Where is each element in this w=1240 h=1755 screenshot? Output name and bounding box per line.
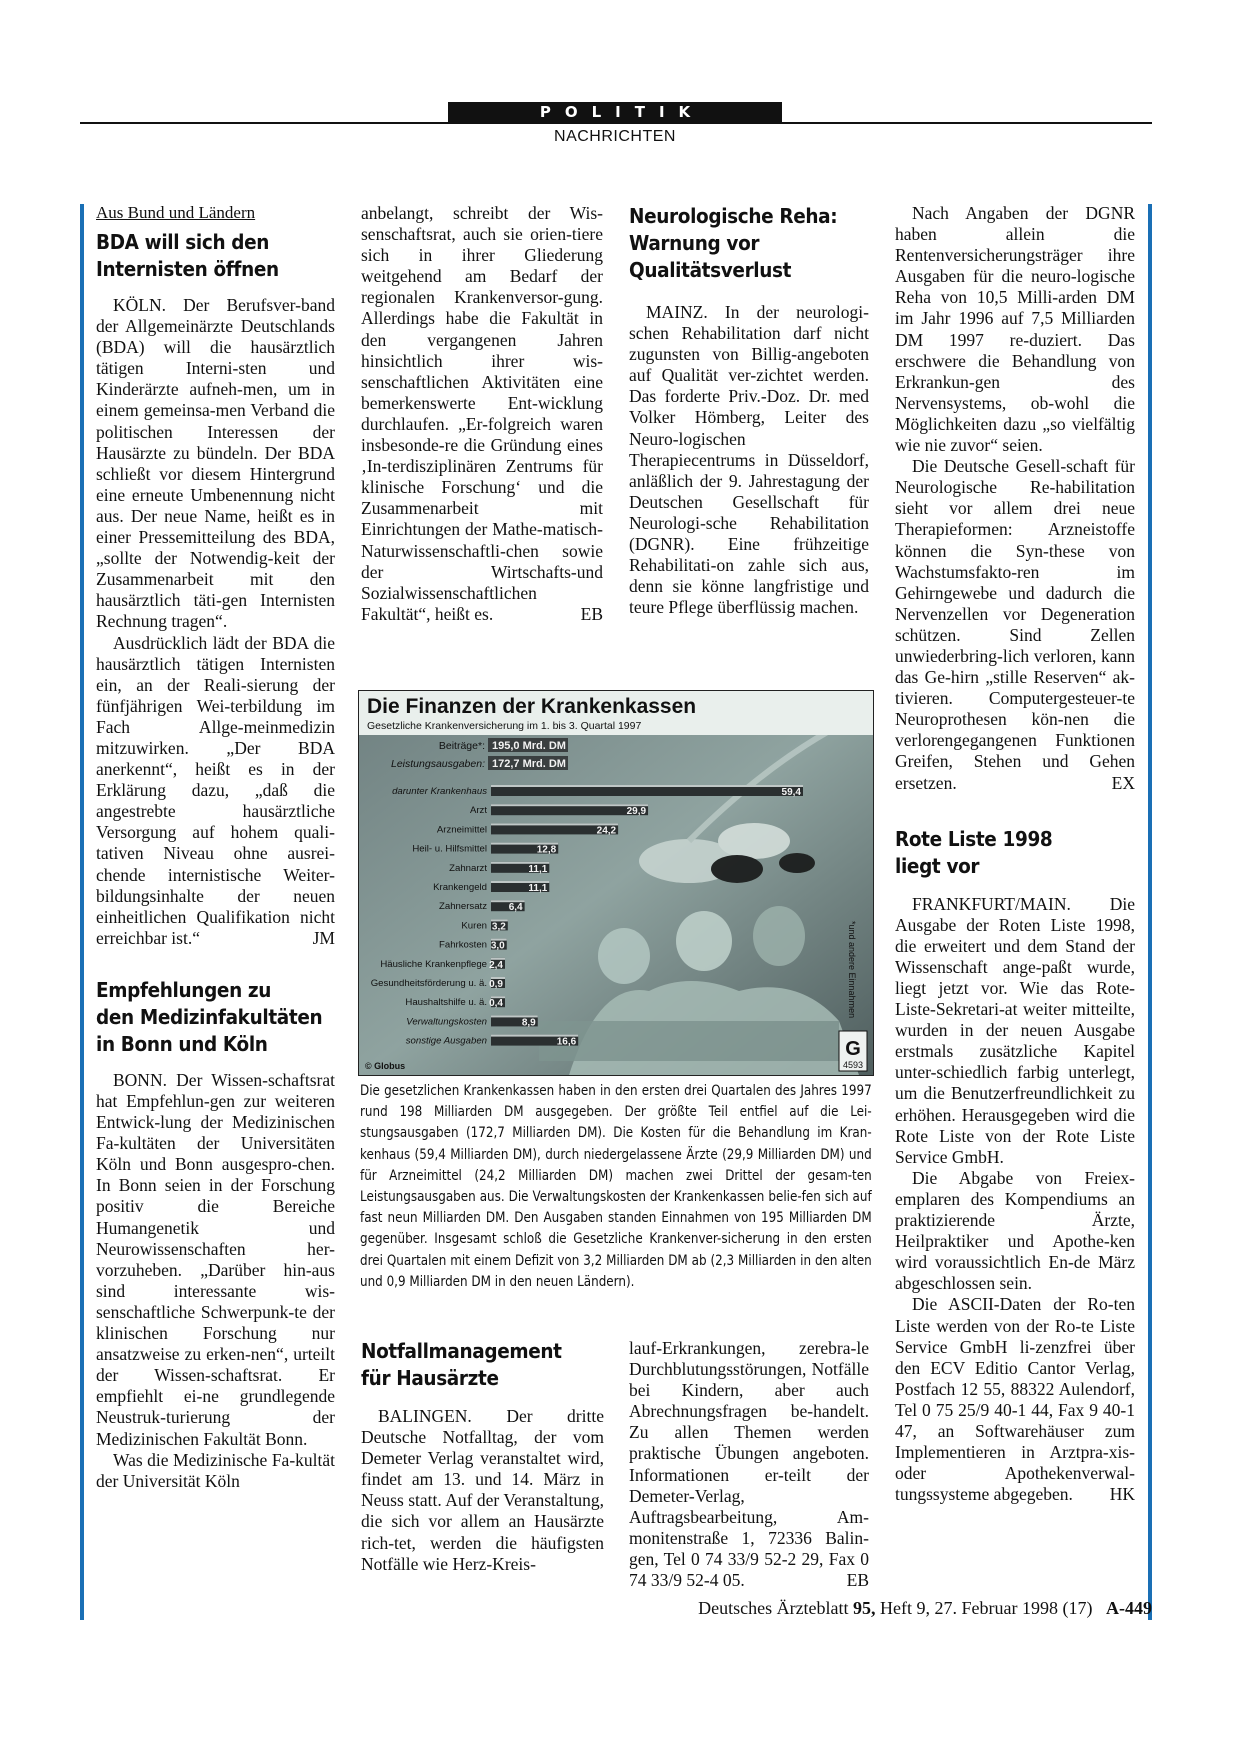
bar-value-label: 0,4 <box>489 998 503 1010</box>
paragraph-text: Die Deutsche Gesell-schaft für Neurologische Re-habilitation sieht vor allem drei neue Therapieformen: Arzneistoffe können die Syn-these von Wachstumsfakto-ren im Gehirngewebe und dadurch die Nervenzellen vor Degeneration schützen. Sind Zellen unwiederbring-lich verloren, kann das Ge-hirn „stille Reserven“ ak-tivieren. Computergesteuer-te Neuroprothesen kön-nen die verlorengegangenen Funktionen Greifen, Stehen und Gehen ersetzen. <box>895 456 1135 793</box>
headline-neuro-reha <box>629 203 845 284</box>
chart-code: 4593 <box>842 1060 864 1070</box>
summary-label: Beiträge*: <box>438 740 485 752</box>
article-paragraph: Die Abgabe von Freiex-emplaren des Kompendiums an praktizierende Ärzte, Heilpraktiker und Apothe-ken wird voraussichtlich En-de März abgeschlossen sein. <box>895 1167 1135 1294</box>
bar-value-label: 2,4 <box>489 959 503 971</box>
bar-category-label: Fahrkosten <box>439 939 487 951</box>
bar-highlight <box>491 785 803 787</box>
headline-line: Qualitätsverlust <box>629 258 792 282</box>
article-paragraph <box>629 1338 869 1591</box>
bar-category-label: Haushaltshilfe u. ä. <box>405 997 487 1009</box>
bar-value-label: 11,1 <box>528 863 548 875</box>
article-paragraph <box>361 203 603 625</box>
article-paragraph: BALINGEN. Der dritte Deutsche Notfalltag, der vom Demeter Verlag veranstaltet wird, findet am 13. und 14. März in Neuss statt. Auf der Veranstaltung, die sich vor allem an Hausärzte rich-tet, werden die häufigsten Notfälle wie Herz-Kreis- <box>361 1406 604 1574</box>
section-label: POLITIK <box>448 102 782 123</box>
headline-notfall <box>361 1338 580 1392</box>
article-paragraph: BONN. Der Wissen-schaftsrat hat Empfehlun-gen zur weiteren Entwick-lung der Medizinischen Fa-kultäten der Universitäten Köln und Bonn ausgespro-chen. In Bonn seien in der Forschung positiv die Bereiche Humangenetik und Neurowissenschaften her-vorzuheben. „Darüber hin-aus sind interessante wis-senschaftliche Schwerpunk-te der klinischen Forschung nur ansatzweise zu erken-nen“, urteilt der Wissen-schaftsrat. Er empfiehlt ei-ne grundlegende Neustruk-turierung der Medizinischen Fakultät Bonn. <box>96 1069 335 1449</box>
author-initials: JM <box>312 927 335 948</box>
bar-value-label: 16,6 <box>556 1036 577 1048</box>
chart-svg <box>359 691 873 1075</box>
column-4 <box>895 203 1135 1505</box>
bar-category-label: Arzneimittel <box>436 824 487 836</box>
summary-value: 195,0 Mrd. DM <box>492 740 566 752</box>
page-number: A-449 <box>1106 1598 1152 1618</box>
article-paragraph: MAINZ. In der neurologi-schen Rehabilitation darf nicht zugunsten von Billig-angeboten auf Qualität ver-zichtet werden. Das forderte Priv.-Doz. Dr. med Volker Hömberg, Leiter des Neuro-logischen Therapiecentrums in Düsseldorf, anläßlich der 9. Jahrestagung der Deutschen Gesellschaft für Neurologi-sche Rehabilitation (DGNR). Eine frühzeitige Rehabilitati-on zahle sich aus, denn sie könne langfristige und teure Pflege überflüssig machen. <box>629 302 869 618</box>
headline-line: in Bonn und Köln <box>96 1031 268 1056</box>
bar-value-label: 29,9 <box>626 806 647 818</box>
bar-category-label: sonstige Ausgaben <box>405 1035 487 1047</box>
globus-logo: G <box>845 1038 861 1060</box>
bar-category-label: Heil- u. Hilfsmittel <box>412 843 487 855</box>
column-1 <box>96 203 335 1492</box>
bar-value-label: 0,9 <box>489 979 503 990</box>
bar-value-label: 6,4 <box>508 902 523 914</box>
notfall-left-column <box>361 1338 604 1575</box>
bar-category-label: Zahnarzt <box>449 862 487 874</box>
article-paragraph: Was die Medizinische Fa-kultät der Universität Köln <box>96 1449 335 1491</box>
headline-line: Warnung vor <box>629 231 760 255</box>
chart-source: © Globus <box>365 1061 406 1071</box>
headline-rote-liste <box>895 826 1111 880</box>
chart-krankenkassen <box>358 690 874 1076</box>
headline-line: Notfallmanagement <box>361 1339 562 1363</box>
author-initials: HK <box>1109 1484 1135 1505</box>
summary-label: Leistungsausgaben: <box>391 758 485 770</box>
article-paragraph <box>96 633 335 949</box>
subsection-label: NACHRICHTEN <box>554 128 676 145</box>
bar-category-label: Arzt <box>469 805 487 817</box>
headline-line: Empfehlungen zu <box>96 977 272 1002</box>
bar-value-label: 24,2 <box>596 825 617 837</box>
bar-value-label: 12,8 <box>536 844 557 856</box>
summary-value: 172,7 Mrd. DM <box>492 758 566 770</box>
notfall-right-column <box>629 1338 869 1591</box>
paragraph-text: Die ASCII-Daten der Ro-ten Liste werden von der Ro-te Liste Service GmbH li-zenzfrei über den ECV Editio Cantor Verlag, Postfach 12 55, 88322 Aulendorf, Tel 0 75 25/9 40-1 44, Fax 9 40-1 47, an Softwarehäuser zum Implementieren in Arztpra-xis- oder Apothekenverwal-tungssysteme abgegeben. <box>895 1294 1135 1505</box>
right-margin-bar <box>1148 204 1152 1620</box>
headline-line: den Medizinfakultäten <box>96 1004 323 1029</box>
paragraph-text: lauf-Erkrankungen, zerebra-le Durchblutungsstörungen, Notfälle bei Kindern, aber auch Abrechnungsfragen be-handelt. Zu allen Themen werden praktische Übungen angeboten. Informationen er-teilt der Demeter-Verlag, Auftragsbearbeitung, Am-monitenstraße 1, 72336 Balin-gen, Tel 0 74 33/9 52-2 29, Fax 0 74 33/9 52-4 05. <box>629 1338 869 1591</box>
headline-bda <box>96 229 311 283</box>
headline-line: liegt vor <box>895 853 980 878</box>
headline-medizinfakultaeten <box>96 977 323 1058</box>
bar-value-label: 3,2 <box>491 921 506 933</box>
bar-category-label: Kuren <box>461 920 487 932</box>
article-paragraph: Nach Angaben der DGNR haben allein die Rentenversicherungsträger ihre Ausgaben für die neuro-logische Reha von 10,5 Milli-arden DM im Jahr 1996 auf 7,5 Milliarden DM 1997 re-duziert. Das erschwere die Behandlung von Erkrankun-gen des Nervensystems, ob-wohl die Möglichkeiten dazu „so vielfältig wie nie zuvor“ seien. <box>895 203 1135 456</box>
column-2 <box>361 203 603 625</box>
author-initials: EB <box>846 1570 869 1591</box>
bar-highlight <box>491 804 648 806</box>
article-paragraph: FRANKFURT/MAIN. Die Ausgabe der Roten Liste 1998, die erweitert und dem Stand der Wissenschaft ange-paßt wurde, liegt jetzt vor. Wie das Rote-Liste-Sekretari-at weiter mitteilte, wurden in der neuen Ausgabe erstmals zusätzliche Kapitel unter-schiedlich farbig unterlegt, um die Benutzerfreundlichkeit zu erhöhen. Herausgegeben wird die Rote Liste von der Rote Liste Service GmbH. <box>895 893 1135 1167</box>
paragraph-text: Ausdrücklich lädt der BDA die hausärztlich tätigen Internisten ein, an der Reali-sierung der fünfjährigen Wei-terbildung im Fach Allge-meinmedizin mitzuwirken. „Der BDA anerkennt“, heißt es in der Erklärung dazu, „daß die angestrebte hausärztliche Versorgung auf hohem quali-tativen Niveau ohne ausrei-chende internistische Weiter-bildungsinhalte der neuen einheitlichen Qualifikation nicht erreichbar ist.“ <box>96 632 335 948</box>
chart-side-note: *und andere Einnahmen <box>847 921 857 1019</box>
paragraph-text: anbelangt, schreibt der Wis-senschaftsrat, auch sie orien-tiere sich in ihrer Gliederung weitgehend am Bedarf der regionalen Krankenversor-gung. Allerdings habe die Fakultät in den vergangenen Jahren hinsichtlich ihrer wis-senschaftlichen Aktivitäten eine bemerkenswerte Ent-wicklung durchlaufen. „Er-folgreich waren insbesonde-re die Gründung eines ‚In-terdisziplinären Zentrums für klinische Forschung‘ und die Zusammenarbeit mit Einrichtungen der Mathe-matisch-Naturwissenschaftli-chen sowie der Wirtschafts-und Sozialwissenschaftlichen Fakultät“, heißt es. <box>361 203 603 624</box>
bar-value-label: 8,9 <box>521 1017 536 1029</box>
left-margin-bar <box>80 204 84 1620</box>
bar-category-label: Zahnersatz <box>439 901 487 913</box>
bar-category-label: darunter Krankenhaus <box>392 786 487 797</box>
column-3 <box>629 203 869 618</box>
author-initials: EX <box>1111 772 1135 793</box>
header-rule <box>80 122 1152 124</box>
kicker: Aus Bund und Ländern <box>96 203 256 222</box>
journal-issue: Heft 9, 27. Februar 1998 (17) <box>880 1598 1093 1618</box>
headline-line: Neurologische Reha: <box>629 204 838 228</box>
page-footer <box>608 1598 1152 1619</box>
bar-category-label: Gesundheitsförderung u. ä. <box>370 978 487 989</box>
bar-category-label: Krankengeld <box>433 882 487 893</box>
bar-value-label: 11,1 <box>528 883 548 894</box>
headline-line: für Hausärzte <box>361 1366 499 1390</box>
article-paragraph: KÖLN. Der Berufsver-band der Allgemeinärzte Deutschlands (BDA) will die hausärztlich tätigen Interni-sten und Kinderärzte aufneh-men, um in einem gemeinsa-men Verband die politischen Interessen der Hausärzte zu bündeln. Der BDA schließt vor diesem Hintergrund eine erneute Umbenennung nicht aus. Der neue Name, heißt es in einer Pressemitteilung des BDA, „sollte der Notwendig-keit der Zusammenarbeit mit den hausärztlich täti-gen Internisten Rechnung tragen“. <box>96 295 335 632</box>
bar-value-label: 3,0 <box>490 940 505 952</box>
chart-subtitle: Gesetzliche Krankenversicherung im 1. bis 3. Quartal 1997 <box>367 720 642 732</box>
headline-line: Rote Liste 1998 <box>895 826 1053 851</box>
chart-caption: Die gesetzlichen Krankenkassen haben in den ersten drei Quartalen des Jahres 1997 rund 198 Milliarden DM ausgegeben. Der größte Teil entfiel auf die Lei-stungsausgaben (172,7 Milliarden DM). Die Kosten für die Behandlung im Kran-kenhaus (59,4 Milliarden DM), durch niedergelassene Ärzte (29,9 Milliarden DM) und für Arzneimittel (24,2 Milliarden DM) machen zwei Drittel der gesam-ten Leistungsausgaben aus. Die Verwaltungskosten der Krankenkassen belie-fen sich auf fast neun Milliarden DM. Den Ausgaben standen Einnahmen von 195 Milliarden DM gegenüber. Insgesamt schloß die Gesetzliche Krankenver-sicherung in den ersten drei Quartalen mit einem Defizit von 3,2 Milliarden DM ab (2,3 Milliarden in den alten und 0,9 Milliarden DM in den neuen Ländern). <box>360 1082 872 1290</box>
headline-line: BDA will sich den <box>96 230 270 254</box>
chart-title: Die Finanzen der Krankenkassen <box>367 695 697 718</box>
bar-value-label: 59,4 <box>781 787 801 798</box>
journal-volume: 95, <box>853 1598 876 1618</box>
article-paragraph <box>895 456 1135 794</box>
bar-category-label: Häusliche Krankenpflege <box>380 958 487 970</box>
author-initials: EB <box>580 603 603 624</box>
bar-category-label: Verwaltungskosten <box>406 1016 487 1028</box>
article-paragraph <box>895 1294 1135 1505</box>
journal-name: Deutsches Ärzteblatt <box>698 1598 849 1618</box>
headline-line: Internisten öffnen <box>96 257 279 281</box>
